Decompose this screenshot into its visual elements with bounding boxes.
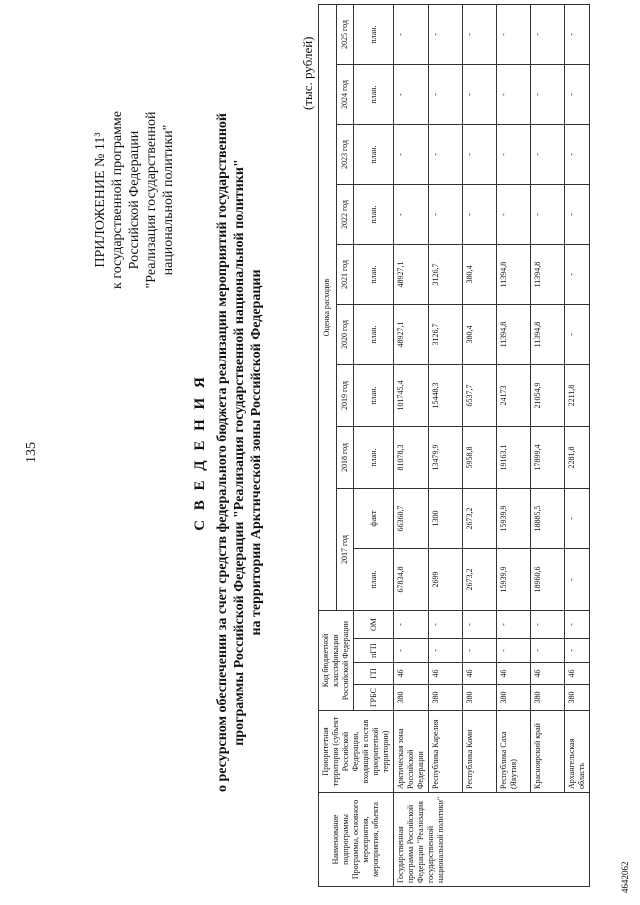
value-cell: - <box>497 5 531 65</box>
header-sub: план. <box>354 305 394 365</box>
value-cell: - <box>497 185 531 245</box>
value-cell: - <box>565 185 590 245</box>
value-cell: 1300 <box>429 489 463 549</box>
header-om: ОМ <box>354 611 394 639</box>
om-cell: - <box>497 611 531 639</box>
value-cell: 67834,8 <box>394 549 429 611</box>
gp-cell: 46 <box>565 663 590 685</box>
table-row <box>394 5 429 887</box>
value-cell: - <box>531 125 565 185</box>
document-title: С В Е Д Е Н И Я <box>192 374 208 531</box>
territory-cell: Республика Коми <box>463 711 497 793</box>
table-row <box>565 5 590 887</box>
value-cell: 2699 <box>429 549 463 611</box>
header-sub: план. <box>354 427 394 489</box>
header-sub: план. <box>354 185 394 245</box>
appendix-header <box>92 35 177 365</box>
territory-cell: Архангельская область <box>565 711 590 793</box>
territory-cell: Республика Карелия <box>429 711 463 793</box>
header-year: 2024 год <box>336 65 354 125</box>
header-year: 2019 год <box>336 365 354 427</box>
header-estimate: Оценка расходов <box>319 5 337 611</box>
value-cell: - <box>531 5 565 65</box>
header-sub: план. <box>354 245 394 305</box>
value-cell: 11394,8 <box>497 305 531 365</box>
om-cell: - <box>531 611 565 639</box>
value-cell: 380,4 <box>463 245 497 305</box>
header-sub: план. <box>354 549 394 611</box>
value-cell: - <box>497 65 531 125</box>
value-cell: - <box>565 65 590 125</box>
header-year: 2025 год <box>336 5 354 65</box>
value-cell: 18885,5 <box>531 489 565 549</box>
om-cell: - <box>394 611 429 639</box>
grbs-cell: 380 <box>565 685 590 711</box>
subtitle-line: на территории Арктической зоны Российской Федерации <box>249 269 264 636</box>
value-cell: 3126,7 <box>429 245 463 305</box>
om-cell: - <box>565 611 590 639</box>
pgp-cell: - <box>565 639 590 663</box>
value-cell: - <box>565 125 590 185</box>
value-cell: - <box>497 125 531 185</box>
table-row <box>531 5 565 887</box>
om-cell: - <box>429 611 463 639</box>
value-cell: - <box>463 65 497 125</box>
header-territory: Приоритетная территория (субъект Российской Федерации, входящий в состав приоритетной территории) <box>319 711 394 793</box>
units-label: (тыс. рублей) <box>300 36 315 110</box>
grbs-cell: 380 <box>497 685 531 711</box>
territory-cell: Арктическая зона Российской Федерации <box>394 711 429 793</box>
value-cell: 21054,9 <box>531 365 565 427</box>
value-cell: 81078,3 <box>394 427 429 489</box>
appendix-line: к государственной программе <box>110 111 125 289</box>
gp-cell: 46 <box>531 663 565 685</box>
value-cell: - <box>463 185 497 245</box>
value-cell: - <box>429 185 463 245</box>
value-cell: - <box>394 65 429 125</box>
subtitle-line: программы Российской Федерации "Реализация государственной национальной политики" <box>232 159 247 746</box>
table-row <box>497 5 531 887</box>
header-year: 2022 год <box>336 185 354 245</box>
header-year: 2018 год <box>336 427 354 489</box>
value-cell: 48927,1 <box>394 245 429 305</box>
appendix-line: ПРИЛОЖЕНИЕ № 11³ <box>93 132 108 268</box>
header-pgp: пГП <box>354 639 394 663</box>
value-cell: 66360,7 <box>394 489 429 549</box>
value-cell: - <box>463 5 497 65</box>
value-cell: - <box>429 5 463 65</box>
header-sub: план. <box>354 5 394 65</box>
value-cell: 101745,4 <box>394 365 429 427</box>
value-cell: - <box>531 65 565 125</box>
header-sub: план. <box>354 125 394 185</box>
value-cell: - <box>565 549 590 611</box>
value-cell: 2211,8 <box>565 365 590 427</box>
grbs-cell: 380 <box>394 685 429 711</box>
pgp-cell: - <box>429 639 463 663</box>
gp-cell: 46 <box>497 663 531 685</box>
value-cell: - <box>565 489 590 549</box>
header-grbs: ГРБС <box>354 685 394 711</box>
resource-table <box>318 4 590 887</box>
header-budget-code: Код бюджетной классификации Российской Федерации <box>319 611 354 711</box>
value-cell: 2281,8 <box>565 427 590 489</box>
header-year: 2017 год <box>336 489 354 611</box>
gp-cell: 46 <box>394 663 429 685</box>
pgp-cell: - <box>394 639 429 663</box>
header-sub: план. <box>354 65 394 125</box>
value-cell: 3126,7 <box>429 305 463 365</box>
header-year: 2023 год <box>336 125 354 185</box>
gp-cell: 46 <box>429 663 463 685</box>
value-cell: - <box>565 5 590 65</box>
value-cell: 11394,8 <box>531 305 565 365</box>
value-cell: 17899,4 <box>531 427 565 489</box>
value-cell: - <box>394 125 429 185</box>
header-sub: план. <box>354 365 394 427</box>
om-cell: - <box>463 611 497 639</box>
value-cell: - <box>463 125 497 185</box>
program-name-cell: Государственная программа Российской Федерации "Реализация государственной национальной политики" <box>394 793 590 887</box>
value-cell: 2673,2 <box>463 549 497 611</box>
territory-cell: Красноярский край <box>531 711 565 793</box>
pgp-cell: - <box>463 639 497 663</box>
pgp-cell: - <box>531 639 565 663</box>
document-id: 4642062 <box>620 861 630 893</box>
value-cell: - <box>531 185 565 245</box>
header-name: Наименование подпрограммы Программы, основного мероприятия, мероприятия, объекта <box>319 793 394 887</box>
value-cell: - <box>429 125 463 185</box>
grbs-cell: 380 <box>463 685 497 711</box>
appendix-line: Российской Федерации <box>127 130 142 270</box>
page-number: 135 <box>24 442 39 463</box>
grbs-cell: 380 <box>429 685 463 711</box>
appendix-line: национальной политики" <box>161 124 176 276</box>
gp-cell: 46 <box>463 663 497 685</box>
table-row <box>429 5 463 887</box>
header-gp: ГП <box>354 663 394 685</box>
grbs-cell: 380 <box>531 685 565 711</box>
value-cell: 13479,9 <box>429 427 463 489</box>
value-cell: 11394,8 <box>531 245 565 305</box>
value-cell: 380,4 <box>463 305 497 365</box>
header-year: 2020 год <box>336 305 354 365</box>
value-cell: 24173 <box>497 365 531 427</box>
value-cell: 15448,3 <box>429 365 463 427</box>
territory-cell: Республика Саха (Якутия) <box>497 711 531 793</box>
value-cell: - <box>565 305 590 365</box>
table-body <box>394 5 590 887</box>
appendix-line: "Реализация государственной <box>144 111 159 289</box>
value-cell: - <box>429 65 463 125</box>
value-cell: 5958,8 <box>463 427 497 489</box>
header-sub: факт <box>354 489 394 549</box>
value-cell: - <box>394 185 429 245</box>
value-cell: 6537,7 <box>463 365 497 427</box>
table-row <box>463 5 497 887</box>
value-cell: 11394,8 <box>497 245 531 305</box>
value-cell: 15939,9 <box>497 549 531 611</box>
value-cell: - <box>394 5 429 65</box>
header-year: 2021 год <box>336 245 354 305</box>
value-cell: 15939,9 <box>497 489 531 549</box>
value-cell: 2673,2 <box>463 489 497 549</box>
subtitle-line: о ресурсном обеспечении за счет средств федерального бюджета реализации мероприятий государственной <box>215 113 230 792</box>
value-cell: 18960,6 <box>531 549 565 611</box>
pgp-cell: - <box>497 639 531 663</box>
value-cell: 48927,1 <box>394 305 429 365</box>
value-cell: - <box>565 245 590 305</box>
value-cell: 19163,1 <box>497 427 531 489</box>
document-subtitle <box>214 0 265 905</box>
